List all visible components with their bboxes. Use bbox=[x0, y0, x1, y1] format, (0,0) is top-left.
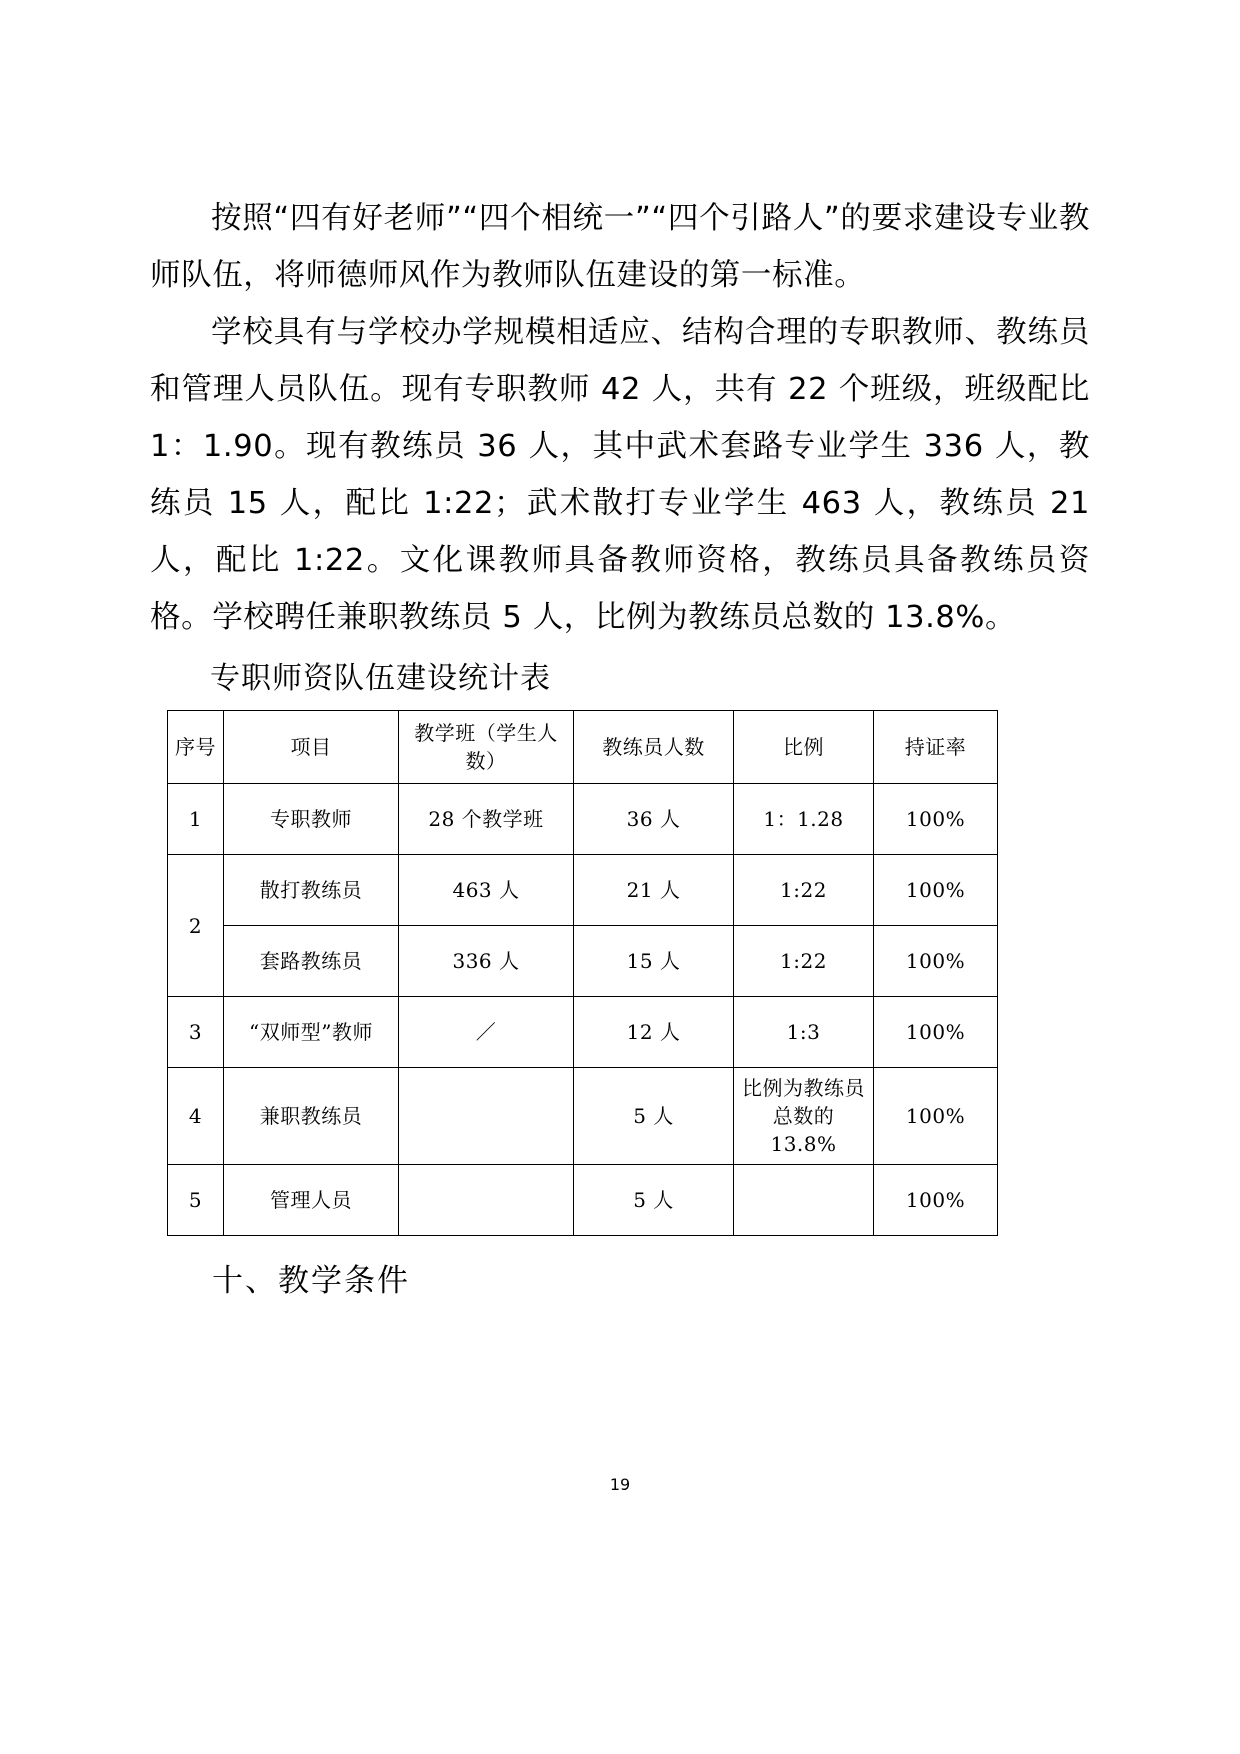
header-ratio: 比例 bbox=[734, 711, 874, 784]
table-row bbox=[168, 997, 998, 1068]
cell-cert: 100% bbox=[874, 997, 998, 1068]
cell-item: 散打教练员 bbox=[224, 855, 399, 926]
cell-ratio: 1：1.28 bbox=[734, 784, 874, 855]
cell-item: “双师型”教师 bbox=[224, 997, 399, 1068]
cell-seq: 5 bbox=[168, 1165, 224, 1236]
cell-class: ／ bbox=[399, 997, 574, 1068]
table-caption: 专职师资队伍建设统计表 bbox=[210, 661, 551, 696]
table-row bbox=[168, 784, 998, 855]
page-number: 19 bbox=[609, 1475, 631, 1494]
cell-item: 专职教师 bbox=[224, 784, 399, 855]
cell-class bbox=[399, 1068, 574, 1165]
cell-coach: 12 人 bbox=[574, 997, 734, 1068]
cell-seq: 3 bbox=[168, 997, 224, 1068]
cell-coach: 5 人 bbox=[574, 1165, 734, 1236]
header-class: 教学班（学生人数） bbox=[399, 711, 574, 784]
header-cert-rate: 持证率 bbox=[874, 711, 998, 784]
cell-cert: 100% bbox=[874, 784, 998, 855]
cell-class: 28 个教学班 bbox=[399, 784, 574, 855]
cell-cert: 100% bbox=[874, 855, 998, 926]
cell-ratio bbox=[734, 1165, 874, 1236]
header-coach-count: 教练员人数 bbox=[574, 711, 734, 784]
paragraph-teacher-standard: 按照“四有好老师”“四个相统一”“四个引路人”的要求建设专业教师队伍，将师德师风作为教师队伍建设的第一标准。 bbox=[150, 201, 1090, 293]
cell-item: 管理人员 bbox=[224, 1165, 399, 1236]
paragraph-staff-scale: 学校具有与学校办学规模相适应、结构合理的专职教师、教练员和管理人员队伍。现有专职教师 42 人，共有 22 个班级，班级配比 1：1.90。现有教练员 36 人，其中武术套路专业学生 336 人，教练员 15 人，配比 1:22；武术散打专业学生 463 人，教练员 21 人，配比 1:22。文化课教师具备教师资格，教练员具备教练员资格。学校聘任兼职教练员 5 人，比例为教练员总数的 13.8%。 bbox=[150, 315, 1090, 635]
header-item: 项目 bbox=[224, 711, 399, 784]
header-seq: 序号 bbox=[168, 711, 224, 784]
table-row bbox=[168, 1165, 998, 1236]
table-row bbox=[168, 1068, 998, 1165]
cell-ratio: 比例为教练员总数的 13.8% bbox=[734, 1068, 874, 1165]
cell-coach: 21 人 bbox=[574, 855, 734, 926]
cell-seq: 1 bbox=[168, 784, 224, 855]
cell-seq: 2 bbox=[168, 855, 224, 997]
cell-ratio: 1:22 bbox=[734, 926, 874, 997]
cell-ratio: 1:3 bbox=[734, 997, 874, 1068]
cell-coach: 5 人 bbox=[574, 1068, 734, 1165]
cell-seq: 4 bbox=[168, 1068, 224, 1165]
cell-class: 463 人 bbox=[399, 855, 574, 926]
table-header-row bbox=[168, 711, 998, 784]
table-row bbox=[168, 855, 998, 926]
table-row bbox=[168, 926, 998, 997]
cell-coach: 36 人 bbox=[574, 784, 734, 855]
cell-class: 336 人 bbox=[399, 926, 574, 997]
cell-ratio: 1:22 bbox=[734, 855, 874, 926]
cell-cert: 100% bbox=[874, 1165, 998, 1236]
section-heading-teaching-conditions: 十、教学条件 bbox=[212, 1263, 410, 1299]
cell-class bbox=[399, 1165, 574, 1236]
staff-statistics-table bbox=[167, 710, 998, 1236]
cell-item: 兼职教练员 bbox=[224, 1068, 399, 1165]
cell-item: 套路教练员 bbox=[224, 926, 399, 997]
cell-cert: 100% bbox=[874, 926, 998, 997]
cell-cert: 100% bbox=[874, 1068, 998, 1165]
cell-coach: 15 人 bbox=[574, 926, 734, 997]
